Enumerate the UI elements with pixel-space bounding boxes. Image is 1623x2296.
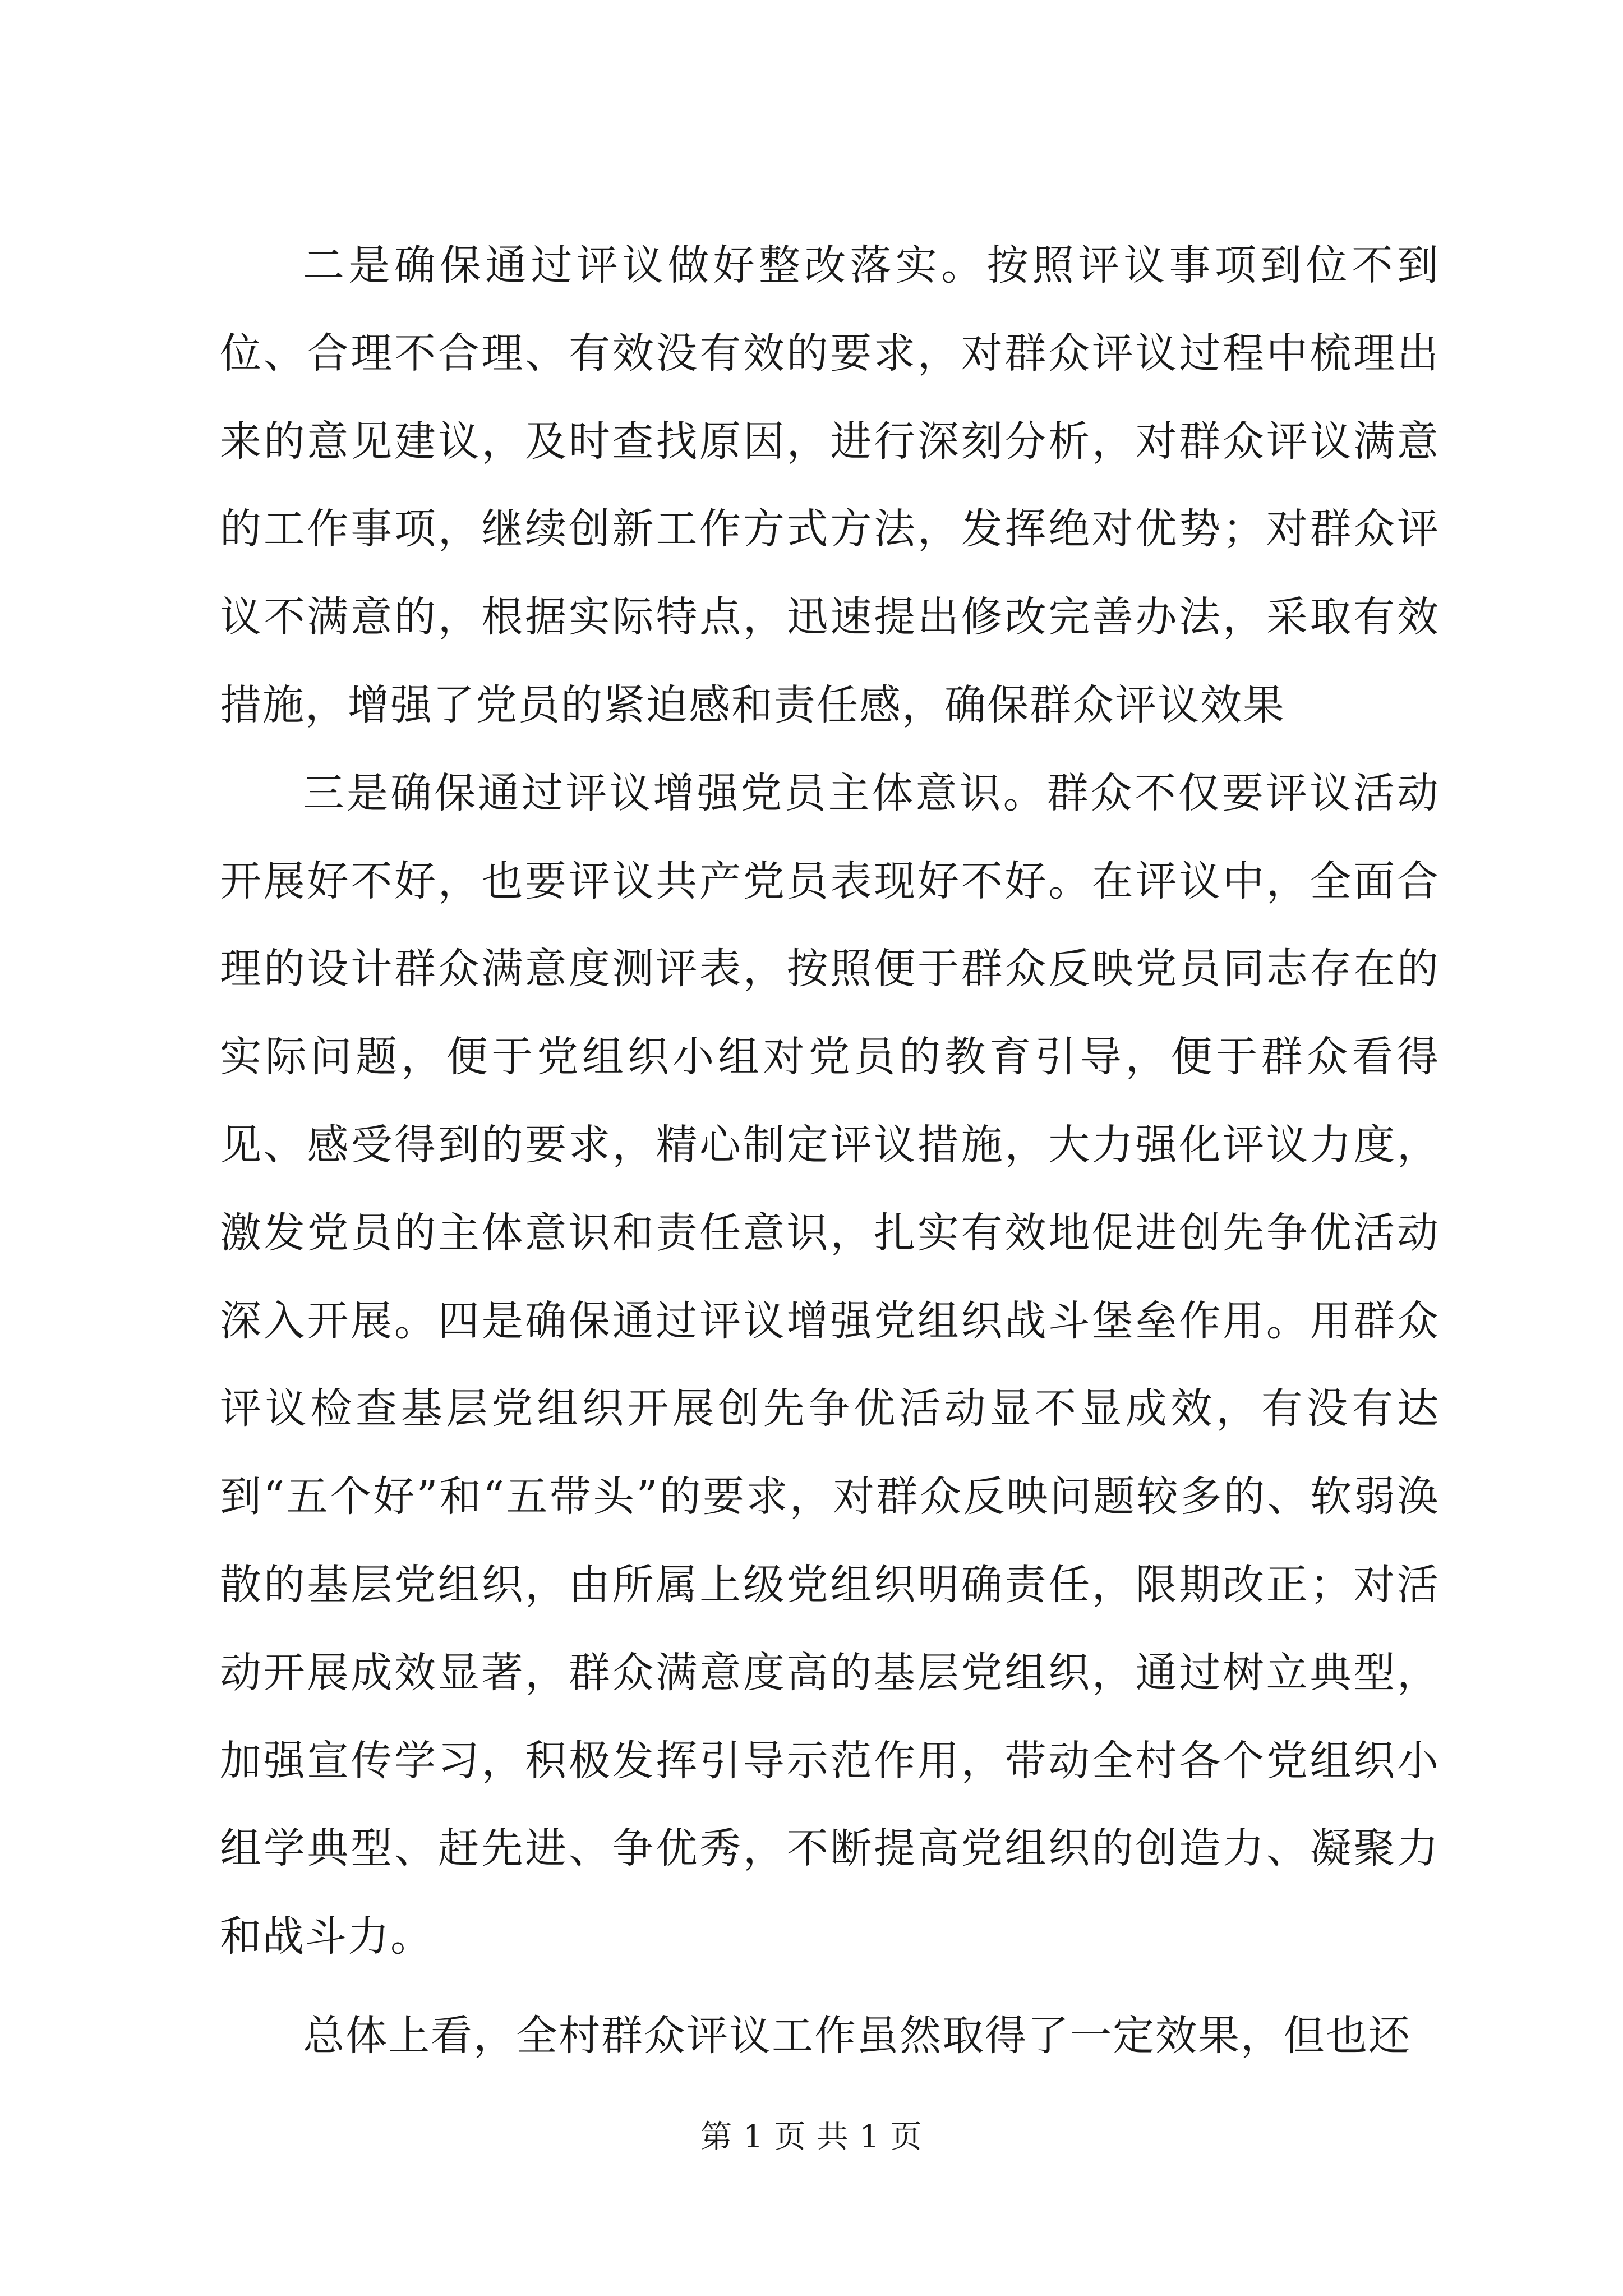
paragraph-rectification: 二是确保通过评议做好整改落实。按照评议事项到位不到位、合理不合理、有效没有效的要求，对群众评议过程中梳理出来的意见建议，及时查找原因，进行深刻分析，对群众评议满意的工作事项，继续创新工作方式方法，发挥绝对优势；对群众评议不满意的，根据实际特点，迅速提出修改完善办法，采取有效措施，增强了党员的紧迫感和责任感，确保群众评议效果 [220,241,1440,729]
paragraph-party-member-awareness: 三是确保通过评议增强党员主体意识。群众不仅要评议活动开展好不好，也要评议共产党员表现好不好。在评议中，全面合理的设计群众满意度测评表，按照便于群众反映党员同志存在的实际问题，便于党组织小组对党员的教育引导，便于群众看得见、感受得到的要求，精心制定评议措施，大力强化评议力度，激发党员的主体意识和责任意识，扎实有效地促进创先争优活动深入开展。四是确保通过评议增强党组织战斗堡垒作用。用群众评议检查基层党组织开展创先争优活动显不显成效，有没有达到“五个好”和“五带头”的要求，对群众反映问题较多的、软弱涣散的基层党组织，由所属上级党组织明确责任，限期改正；对活动开展成效显著，群众满意度高的基层党组织，通过树立典型，加强宣传学习，积极发挥引导示范作用，带动全村各个党组织小组学典型、赶先进、争优秀，不断提高党组织的创造力、凝聚力和战斗力。 [220,769,1440,1961]
page-footer: 第 1 页 共 1 页 [700,2119,923,2155]
paragraph-summary: 总体上看，全村群众评议工作虽然取得了一定效果，但也还 [303,2011,1411,2060]
document-body [220,222,1440,2080]
